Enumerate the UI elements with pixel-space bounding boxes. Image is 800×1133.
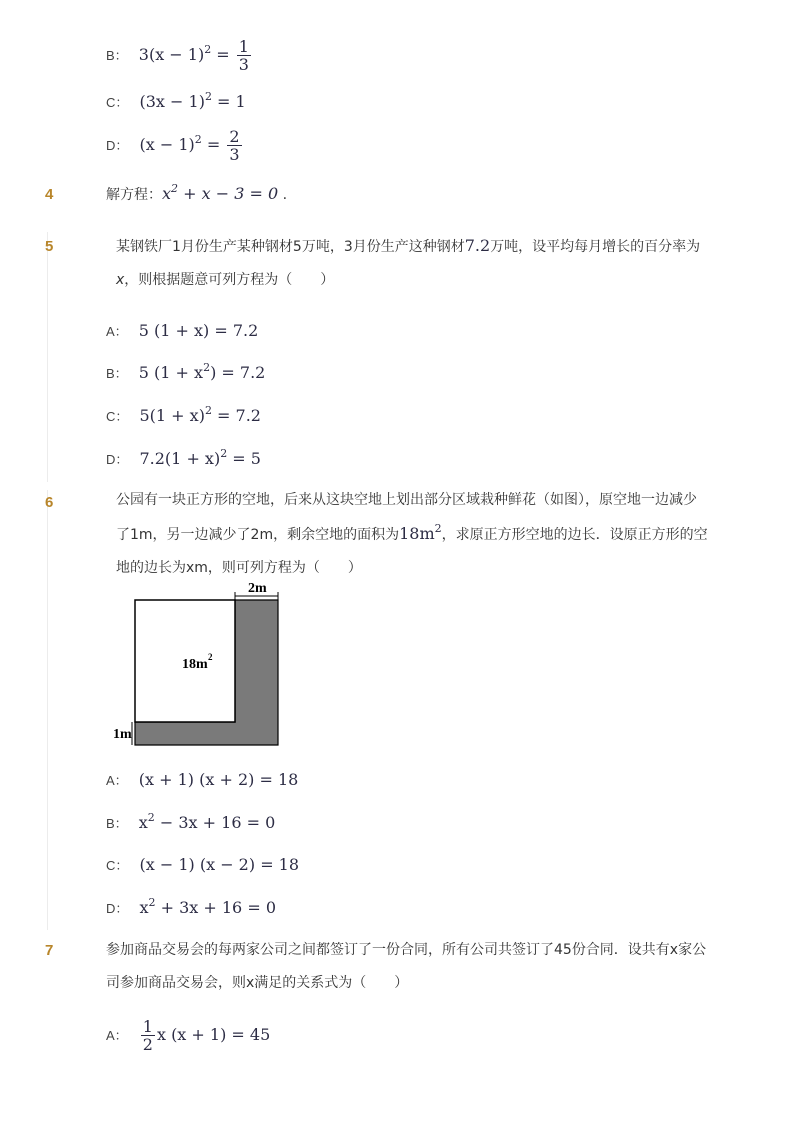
option-formula: $3(x - 1)^2$ = $\frac{1}{3}$ <box>138 37 249 74</box>
option-label: A： <box>106 1028 128 1043</box>
q3-option-b[interactable] <box>106 38 253 73</box>
q5-option-b[interactable] <box>106 363 265 382</box>
option-label: C： <box>106 95 129 110</box>
q3-option-c[interactable] <box>106 92 246 111</box>
option-formula: $7.2(1 + x)^2 = 5$ <box>139 447 261 468</box>
option-formula: $\frac{1}{2}$ x (x + 1) = 45 <box>142 1017 271 1054</box>
option-formula: (x + 1) (x + 2) = 18 <box>138 770 299 789</box>
q3-option-d[interactable] <box>106 128 244 163</box>
option-label: B： <box>106 48 128 63</box>
option-label: B： <box>106 366 128 381</box>
option-label: B： <box>106 816 128 831</box>
label-2m: 2m <box>248 581 267 596</box>
option-formula: $x^2 + 3x + 16 = 0$ <box>139 896 276 917</box>
option-formula: $5(1 + x)^2 = 7.2$ <box>139 404 261 425</box>
q7-text: 参加商品交易会的每两家公司之间都签订了一份合同，所有公司共签订了45份合同．设共有x家公 司参加商品交易会，则x满足的关系式为（ ） <box>106 942 707 991</box>
option-formula: $(x - 1)^2$ = $\frac{2}{3}$ <box>139 127 240 164</box>
q6-option-d[interactable] <box>106 898 276 917</box>
question-number-4: 4 <box>45 186 54 203</box>
option-label: C： <box>106 409 129 424</box>
option-label: D： <box>106 901 129 916</box>
option-formula: $(3x - 1)^2 = 1$ <box>139 90 246 111</box>
option-formula: 5 $(1 + x^2) = 7.2$ <box>138 361 266 382</box>
q6-option-a[interactable] <box>106 770 298 789</box>
question-number-5: 5 <box>45 238 54 255</box>
q5-text: 某钢铁厂1月份生产某种钢材5万吨，3月份生产这种钢材7.2万吨，设平均每月增长的百分率为 x，则根据题意可列方程为（ ） <box>116 236 701 288</box>
label-area-sup: 2 <box>208 652 213 662</box>
question-number-6: 6 <box>45 494 54 511</box>
q6-text: 公园有一块正方形的空地，后来从这块空地上划出部分区域栽种鲜花（如图），原空地一边减少 了1m，另一边减少了2m，剩余空地的面积为$18m^2$，求原正方形空地的边长．设原正方形的空 地的边长为xm，则可列方程为（ ） <box>116 492 708 576</box>
option-label: A： <box>106 773 128 788</box>
option-label: C： <box>106 858 129 873</box>
q5-option-a[interactable] <box>106 321 258 340</box>
q4-text: 解方程：$x^2 + x - 3 = 0$ . <box>106 182 288 203</box>
q6-figure <box>110 578 300 748</box>
q5-guide-line <box>47 232 48 482</box>
question-number-7: 7 <box>45 942 54 959</box>
option-label: A： <box>106 324 128 339</box>
option-label: D： <box>106 452 129 467</box>
label-area: 18m <box>182 657 208 672</box>
option-formula: $x^2 - 3x + 16 = 0$ <box>138 811 276 832</box>
option-formula: 5 (1 + x) = 7.2 <box>138 321 259 340</box>
q6-option-b[interactable] <box>106 813 275 832</box>
label-1m: 1m <box>113 727 132 742</box>
option-label: D： <box>106 138 129 153</box>
option-formula: (x − 1) (x − 2) = 18 <box>139 855 300 874</box>
q5-option-d[interactable] <box>106 449 261 468</box>
q6-guide-line <box>47 490 48 930</box>
q6-option-c[interactable] <box>106 855 299 874</box>
q7-option-a[interactable] <box>106 1018 270 1053</box>
q5-option-c[interactable] <box>106 406 261 425</box>
